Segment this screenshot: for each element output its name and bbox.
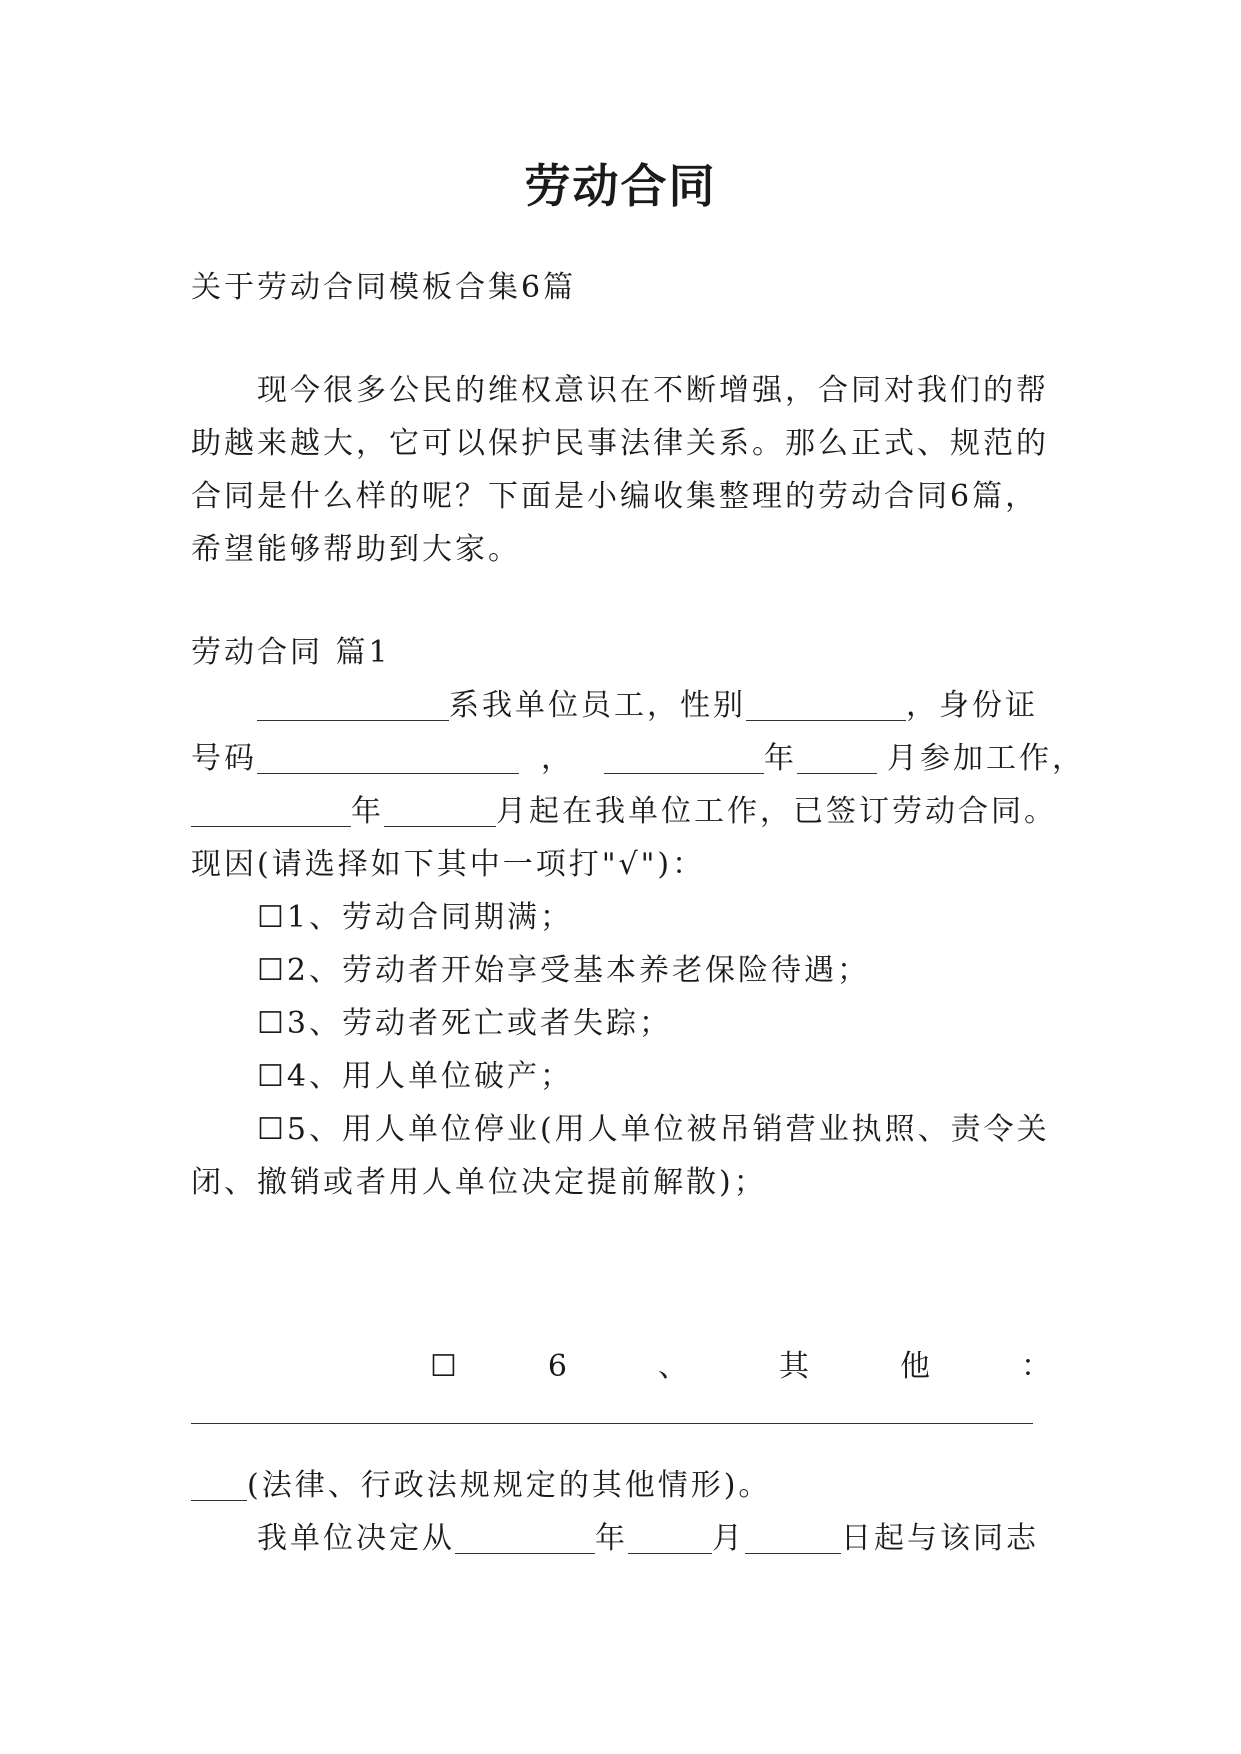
para1-line-2 xyxy=(191,739,1085,779)
blank-employee-name[interactable] xyxy=(257,690,449,721)
text-segment: (法律、行政法规规定的其他情形)。 xyxy=(247,1468,772,1503)
option-2: ☐2、劳动者开始享受基本养老保险待遇； xyxy=(257,953,870,988)
blank-other-cont[interactable] xyxy=(191,1470,247,1501)
other-tail-line xyxy=(191,1466,1051,1506)
option-6 xyxy=(430,1347,1051,1387)
text-segment: 系我单位员工，性别 xyxy=(449,688,746,723)
para1-line-4: 现因(请选择如下其中一项打"√")： xyxy=(191,847,706,882)
doc-title: 劳动合同 xyxy=(524,159,717,213)
text-segment: 、 xyxy=(658,1349,688,1384)
text-segment: 月起在我单位工作，已签订劳动合同。 xyxy=(496,794,1057,829)
blank-work-year[interactable] xyxy=(604,743,764,774)
doc-subtitle: 关于劳动合同模板合集6篇 xyxy=(191,270,577,305)
option-5-cont: 闭、撤销或者用人单位决定提前解散)； xyxy=(191,1165,767,1200)
blank-work-month[interactable] xyxy=(797,743,877,774)
option-4: ☐4、用人单位破产； xyxy=(257,1059,573,1094)
blank-other-reason[interactable] xyxy=(191,1423,1033,1424)
text-segment: 年 xyxy=(764,741,797,776)
blank-decide-year[interactable] xyxy=(455,1523,595,1554)
para1-line-1 xyxy=(257,686,1051,726)
blank-join-year[interactable] xyxy=(191,796,351,827)
blank-join-month[interactable] xyxy=(384,796,496,827)
intro-line-1: 现今很多公民的维权意识在不断增强，合同对我们的帮 xyxy=(257,373,1049,408)
text-segment: 6 xyxy=(547,1349,567,1384)
blank-id-number[interactable] xyxy=(257,743,519,774)
option-1: ☐1、劳动合同期满； xyxy=(257,900,573,935)
option-5: ☐5、用人单位停业(用人单位被吊销营业执照、责令关 xyxy=(257,1112,1050,1147)
option-3: ☐3、劳动者死亡或者失踪； xyxy=(257,1006,672,1041)
checkbox-glyph[interactable]: ☐ xyxy=(430,1349,457,1384)
text-segment: 年 xyxy=(351,794,384,829)
text-segment: 日起与该同志 xyxy=(841,1521,1039,1556)
text-segment: ，身份证 xyxy=(906,688,1038,723)
blank-gender[interactable] xyxy=(746,690,906,721)
text-segment: 号码 xyxy=(191,741,257,776)
text-segment: 年 xyxy=(595,1521,628,1556)
blank-decide-day[interactable] xyxy=(745,1523,841,1554)
intro-line-4: 希望能够帮助到大家。 xyxy=(191,532,521,567)
text-segment: 他 xyxy=(900,1349,930,1384)
para1-line-3 xyxy=(191,792,1057,832)
text-segment: ： xyxy=(1021,1349,1051,1384)
intro-line-3: 合同是什么样的呢？下面是小编收集整理的劳动合同6篇， xyxy=(191,479,1039,514)
text-segment: 月参加工作， xyxy=(887,741,1085,776)
section-title: 劳动合同 篇1 xyxy=(191,635,391,670)
text-segment: 其 xyxy=(779,1349,809,1384)
text-segment: ， xyxy=(541,741,574,776)
text-segment: 我单位决定从 xyxy=(257,1521,455,1556)
text-segment: 月 xyxy=(712,1521,745,1556)
blank-decide-month[interactable] xyxy=(628,1523,712,1554)
decision-line xyxy=(257,1519,1051,1559)
intro-line-2: 助越来越大，它可以保护民事法律关系。那么正式、规范的 xyxy=(191,426,1049,461)
